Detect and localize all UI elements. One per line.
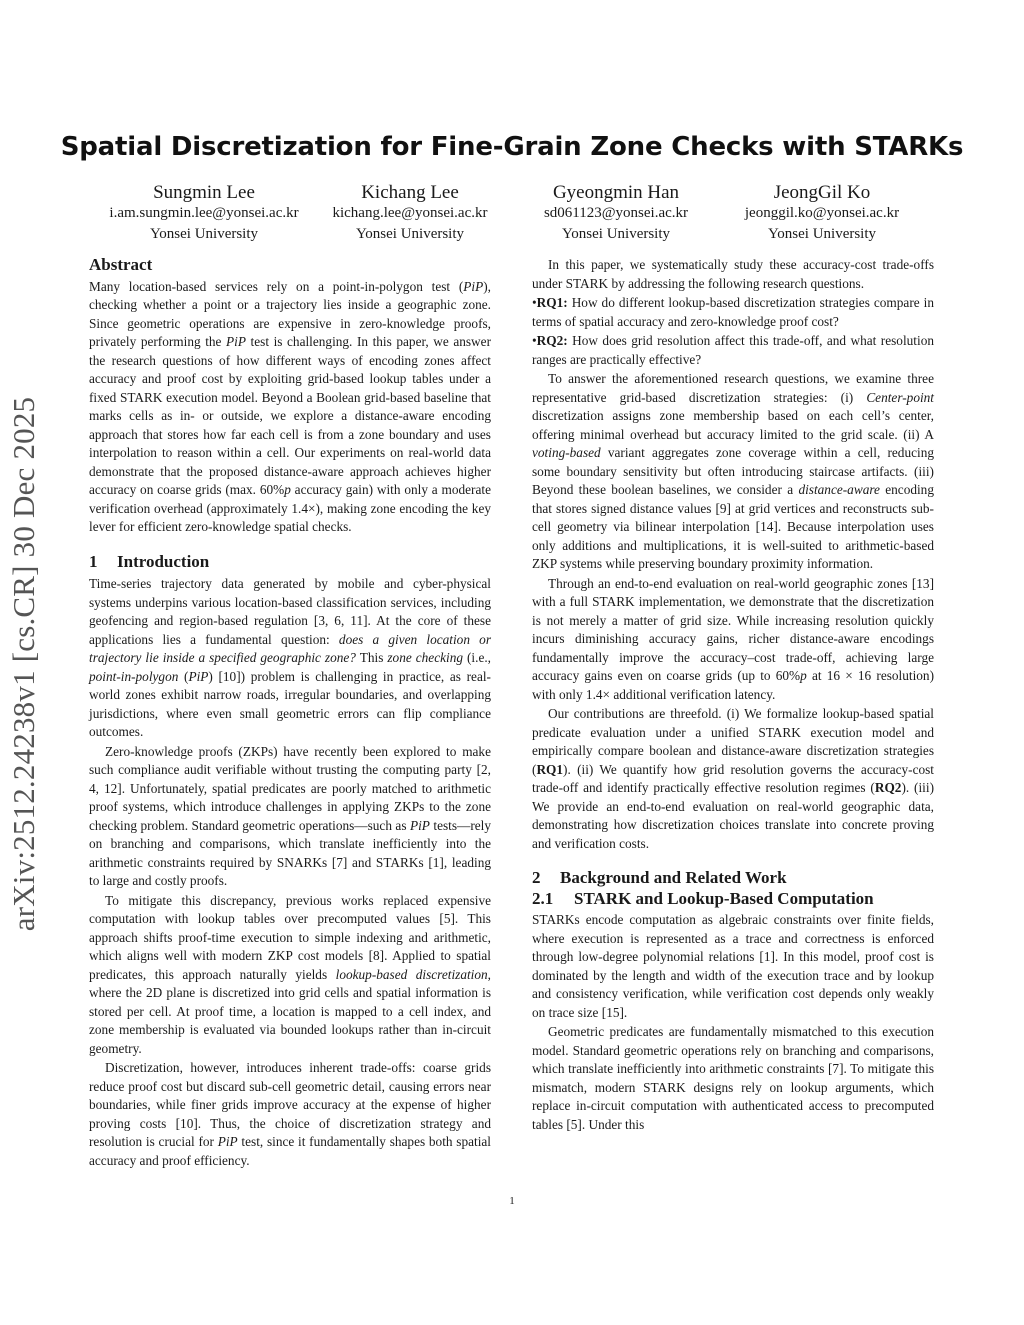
page-number: 1	[509, 1195, 515, 1207]
intro-paragraph: Discretization, however, introduces inherent trade-offs: coarse grids reduce proof cost but discard sub-cell geometric detail, causing errors near boundaries, while finer grids improve accuracy at the expense of higher proving costs [10]. Thus, the choice of discretization strategy and resolution is crucial for PiP test, since it fundamentally shapes both spatial accuracy and proof efficiency.	[89, 1060, 491, 1168]
author-affiliation: Yonsei University	[355, 226, 465, 242]
left-column	[89, 256, 491, 1171]
author-block	[506, 182, 726, 245]
author-email: sd061123@yonsei.ac.kr	[543, 205, 689, 221]
research-question-1: •RQ1: How do different lookup-based discretization strategies compare in terms of spatial accuracy and zero-knowledge proof cost?	[532, 295, 934, 329]
intro-paragraph: Time-series trajectory data generated by mobile and cyber-physical systems underpins various location-based classification services, including geofencing and region-based regulation [3, 6, 11]. At the core of these applications lies a fundamental question: does a given location or trajectory lie inside a specified geographic zone? This zone checking (i.e., point-in-polygon (PiP) [10]) problem is challenging in practice, as real-world zones exhibit narrow roads, irregular boundaries, and overlapping jurisdictions, where even small geometric errors can flip compliance outcomes.	[89, 576, 492, 739]
subsection-2-1-heading: 2.1 STARK and Lookup-Based Computation	[532, 888, 874, 908]
section-2-heading: 2 Background and Related Work	[532, 868, 787, 887]
author-block	[300, 182, 520, 245]
author-name: Sungmin Lee	[153, 182, 255, 203]
author-email: i.am.sungmin.lee@yonsei.ac.kr	[109, 205, 299, 221]
author-block	[712, 182, 932, 245]
body-paragraph: Geometric predicates are fundamentally mismatched to this execution model. Standard geometric operations rely on branching and comparisons, which translate inefficiently into arithmetic constraints [7]. To mitigate this mismatch, modern STARK designs rely on lookup arguments, which replace in-circuit computation with authenticated access to precomputed tables [5]. Under this	[532, 1024, 934, 1132]
body-paragraph: To answer the aforementioned research questions, we examine three representative grid-based discretization strategies: (i) Center-point discretization assigns zone membership based on each cell’s center, offering minimal overhead but accuracy limited to the grid scale. (ii) A voting-based variant aggregates zone coverage within a cell, reducing some boundary sensitivity but often introducing staircase artifacts. (iii) Beyond these boolean baselines, we consider a distance-aware encoding that stores signed distance values [9] at grid vertices and reconstructs sub-cell geometry via bilinear interpolation [14]. Because interpolation uses only additions and multiplications, it is well-suited to arithmetic-based ZKP systems while preserving boundary proximity information.	[532, 371, 934, 571]
right-column	[532, 256, 934, 1135]
author-name: JeongGil Ko	[773, 182, 871, 203]
research-question-2: •RQ2: How does grid resolution affect this trade-off, and what resolution ranges are practically effective?	[532, 333, 934, 367]
intro-paragraph: Zero-knowledge proofs (ZKPs) have recently been explored to make such compliance audit verifiable without trusting the computing party [2, 4, 12]. Unfortunately, spatial predicates are poorly matched to arithmetic proof systems, which introduce challenges in applying ZKPs to the zone checking problem. Standard geometric operations—such as PiP tests—rely on branching and comparisons, which translate inefficiently into the arithmetic constraints required by SNARKs [7] and STARKs [1], leading to large and costly proofs.	[89, 743, 491, 888]
author-block	[94, 182, 314, 245]
author-name: Kichang Lee	[361, 182, 459, 203]
body-paragraph: Our contributions are threefold. (i) We formalize lookup-based spatial predicate evaluation under a unified STARK execution model and empirically compare boolean and distance-aware discretization strategies (RQ1). (ii) We quantify how grid resolution governs the accuracy-cost trade-off and identify practically effective resolution regimes (RQ2). (iii) We provide an end-to-end evaluation on real-world geographic data, demonstrating how discretization choices translate into concrete proving and verification costs.	[532, 706, 934, 851]
author-email: jeonggil.ko@yonsei.ac.kr	[744, 205, 900, 221]
author-affiliation: Yonsei University	[561, 226, 671, 242]
author-email: kichang.lee@yonsei.ac.kr	[332, 205, 488, 221]
paper-title: Spatial Discretization for Fine-Grain Zone Checks with STARKs	[60, 132, 964, 162]
author-affiliation: Yonsei University	[767, 226, 877, 242]
body-paragraph: STARKs encode computation as algebraic constraints over finite fields, where execution is represented as a trace and correctness is enforced through low-degree polynomial relations [1]. In this model, proof cost is dominated by the length and width of the execution trace and by lookup and consistency verification, while verification cost depends only weakly on trace size [15].	[532, 912, 934, 1020]
author-name: Gyeongmin Han	[552, 182, 680, 203]
author-affiliation: Yonsei University	[149, 226, 259, 242]
intro-paragraph: To mitigate this discrepancy, previous works replaced expensive computation with lookup tables over precomputed values [5]. This approach shifts proof-time execution to simple indexing and arithmetic, which aligns well with modern ZKP cost models [8]. Applied to spatial predicates, this approach naturally yields lookup-based discretization, where the 2D plane is discretized into grid cells and spatial information is stored per cell. At proof time, a location is mapped to a cell index, and zone membership is evaluated via bounded lookups rather than in-circuit geometry.	[89, 892, 491, 1056]
body-paragraph: In this paper, we systematically study these accuracy-cost trade-offs under STARK by addressing the following research questions.	[532, 257, 934, 291]
abstract-heading: Abstract	[89, 255, 153, 274]
abstract-paragraph: Many location-based services rely on a point-in-polygon test (PiP), checking whether a point or a trajectory lies inside a geographic zone. Since geometric operations are expensive in zero-knowledge proofs, privately performing the PiP test is challenging. In this paper, we answer the research questions of how different ways of encoding zones affect accuracy and proof cost by exploiting grid-based lookup tables under a fixed STARK execution model. Beyond a Boolean grid-based baseline that marks cells as in- or outside, we explore a distance-aware encoding approach that stores how far each cell is from a zone boundary and uses interpolation to reason within a cell. Our experiments on real-world data demonstrate that the proposed distance-aware approach achieves higher accuracy on coarse grids (max. 60%p accuracy gain) with only a moderate verification overhead (approximately 1.4×), making zone encoding the key lever for efficient zero-knowledge spatial checks.	[89, 278, 491, 534]
body-paragraph: Through an end-to-end evaluation on real-world geographic zones [13] with a full STARK implementation, we demonstrate that the discretization is not merely a matter of grid size. While increasing resolution quickly incurs diminishing accuracy gains, richer distance-aware encodings fundamentally improve the accuracy–cost trade-off, achieving large accuracy gains even on coarse grids (up to 60%p at 16 × 16 resolution) with only 1.4× additional verification latency.	[532, 575, 934, 702]
introduction-heading: 1 Introduction	[89, 551, 210, 571]
